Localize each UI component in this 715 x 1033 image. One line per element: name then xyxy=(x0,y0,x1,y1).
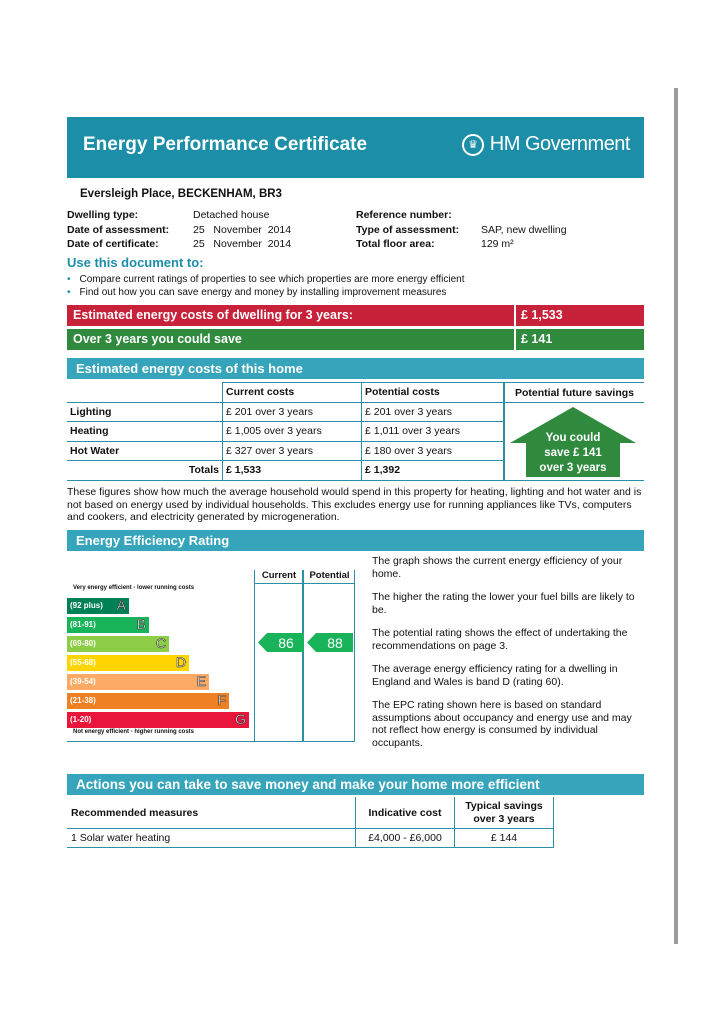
band-a xyxy=(67,598,129,614)
band-range: (1-20) xyxy=(70,715,92,724)
scale-top-label: Very energy efficient - lower running costs xyxy=(73,585,195,591)
potential-cost-cell: £ 201 over 3 years xyxy=(362,402,504,422)
current-cost-cell: £ 201 over 3 years xyxy=(223,402,362,422)
rating-bands xyxy=(67,598,253,728)
dwelling-type-label: Dwelling type: xyxy=(67,209,139,221)
scale-bottom-label: Not energy efficient - higher running costs xyxy=(73,729,195,735)
rating-paragraph: The higher the rating the lower your fuel bills are likely to be. xyxy=(372,591,635,616)
potential-rating-value: 88 xyxy=(327,635,343,651)
floor-area-label: Total floor area: xyxy=(356,238,435,250)
list-item: • Compare current ratings of properties to see which properties are more energy efficient xyxy=(67,273,465,286)
potential-cost-cell: £ 180 over 3 years xyxy=(362,441,504,461)
details-left xyxy=(67,208,291,252)
band-range: (21-38) xyxy=(70,696,96,705)
col-typical-savings: Typical savings over 3 years xyxy=(455,797,554,829)
certificate-date-value: 25 November 2014 xyxy=(193,238,292,250)
table-header-row xyxy=(67,797,554,829)
band-letter: D xyxy=(175,654,186,670)
table-header-row xyxy=(67,383,504,403)
band-range: (69-80) xyxy=(70,639,96,648)
current-column xyxy=(254,570,304,742)
col-potential: Potential xyxy=(309,570,350,581)
rating-paragraph: The potential rating shows the effect of undertaking the recommendations on page 3. xyxy=(372,627,628,652)
hm-government-logo xyxy=(462,133,630,156)
band-letter: G xyxy=(235,711,246,727)
details-right xyxy=(356,208,567,252)
certificate-header xyxy=(67,117,644,178)
reference-label: Reference number: xyxy=(356,209,452,221)
col-potential-costs: Potential costs xyxy=(362,383,504,403)
band-range: (39-54) xyxy=(70,677,96,686)
property-address: Eversleigh Place, BECKENHAM, BR3 xyxy=(80,188,282,200)
table-header-blank xyxy=(67,383,223,403)
list-item: • Find out how you can save energy and money by installing improvement measures xyxy=(67,286,465,299)
rating-chart xyxy=(67,570,356,742)
band-range: (81-91) xyxy=(70,620,96,629)
dwelling-type-value: Detached house xyxy=(193,209,270,221)
band-b xyxy=(67,617,149,633)
floor-area-value: 129 m² xyxy=(481,238,514,250)
band-letter: A xyxy=(116,597,126,613)
table-row xyxy=(67,441,504,461)
row-label: Heating xyxy=(67,422,223,442)
savings-arrow-text xyxy=(526,431,620,476)
actions-table xyxy=(67,797,554,848)
use-document-list xyxy=(67,273,465,299)
band-f xyxy=(67,693,229,709)
costs-heading: Estimated energy costs of this home xyxy=(67,358,644,379)
savings-arrow-line: You could xyxy=(545,432,601,444)
measure-cell: 1 Solar water heating xyxy=(67,829,356,848)
savings-summary-label: Over 3 years you could save xyxy=(73,332,242,346)
total-current-cell: £ 1,533 xyxy=(223,461,362,481)
band-e xyxy=(67,674,209,690)
band-c xyxy=(67,636,169,652)
hm-government-text: HM Government xyxy=(489,133,630,155)
cost-cell: £4,000 - £6,000 xyxy=(356,829,455,848)
band-range: (92 plus) xyxy=(70,601,103,610)
rating-heading: Energy Efficiency Rating xyxy=(67,530,644,551)
potential-cost-cell: £ 1,011 over 3 years xyxy=(362,422,504,442)
assessment-type-label: Type of assessment: xyxy=(356,223,460,236)
savings-summary-value: £ 141 xyxy=(514,329,643,350)
actions-heading: Actions you can take to save money and make your home more efficient xyxy=(67,774,644,795)
band-letter: E xyxy=(196,673,206,689)
table-row xyxy=(67,402,504,422)
totals-label: Totals xyxy=(67,461,223,481)
total-potential-cell: £ 1,392 xyxy=(362,461,504,481)
costs-note: These figures show how much the average household would spend in this property for heating, lighting and hot water and is not based on energy used by individual households. This excludes energy use for running appliances like TVs, computers and cookers, and electricity generated by microgeneration. xyxy=(67,486,642,523)
current-rating-value: 86 xyxy=(278,635,294,651)
rating-explanation xyxy=(372,555,642,749)
table-row xyxy=(67,829,554,848)
savings-arrow-line: over 3 years xyxy=(539,462,607,474)
col-recommended-measures: Recommended measures xyxy=(67,797,356,829)
band-letter: F xyxy=(217,692,226,708)
crest-icon: ♛ xyxy=(462,134,484,156)
potential-rating-arrow xyxy=(307,633,353,652)
savings-summary-bar xyxy=(67,329,644,350)
rating-paragraph: The EPC rating shown here is based on standard assumptions about occupancy and energy use and may not reflect how energy is consumed by individual occupants. xyxy=(372,699,632,749)
cost-summary-label: Estimated energy costs of dwelling for 3 years: xyxy=(73,308,353,322)
band-letter: C xyxy=(155,635,166,651)
certificate-date-label: Date of certificate: xyxy=(67,238,159,250)
row-label: Hot Water xyxy=(67,441,223,461)
savings-cell: £ 144 xyxy=(455,829,554,848)
use-document-heading: Use this document to: xyxy=(67,255,204,270)
col-current-costs: Current costs xyxy=(223,383,362,403)
col-future-savings: Potential future savings xyxy=(505,383,644,403)
row-label: Lighting xyxy=(67,402,223,422)
band-letter: B xyxy=(136,616,146,632)
band-range: (55-68) xyxy=(70,658,96,667)
scrollbar[interactable] xyxy=(674,88,678,944)
chart-bottom-rule xyxy=(67,741,355,742)
assessment-date-label: Date of assessment: xyxy=(67,223,170,236)
totals-row xyxy=(67,461,504,481)
col-current: Current xyxy=(261,570,297,581)
rating-paragraph: The graph shows the current energy efficiency of your home. xyxy=(372,555,623,580)
savings-arrow-line: save £ 141 xyxy=(544,447,602,459)
page-title: Energy Performance Certificate xyxy=(83,134,368,155)
band-g xyxy=(67,712,249,728)
band-d xyxy=(67,655,189,671)
table-row xyxy=(67,422,504,442)
current-cost-cell: £ 327 over 3 years xyxy=(223,441,362,461)
cost-summary-bar xyxy=(67,305,644,326)
assessment-date-value: 25 November 2014 xyxy=(193,223,292,236)
rating-paragraph: The average energy efficiency rating for a dwelling in England and Wales is band D (rating 60). xyxy=(372,663,618,688)
current-cost-cell: £ 1,005 over 3 years xyxy=(223,422,362,442)
current-rating-arrow xyxy=(258,633,304,652)
cost-summary-value: £ 1,533 xyxy=(514,305,643,326)
col-indicative-cost: Indicative cost xyxy=(356,797,455,829)
costs-table xyxy=(67,382,504,481)
assessment-type-value: SAP, new dwelling xyxy=(481,223,567,236)
